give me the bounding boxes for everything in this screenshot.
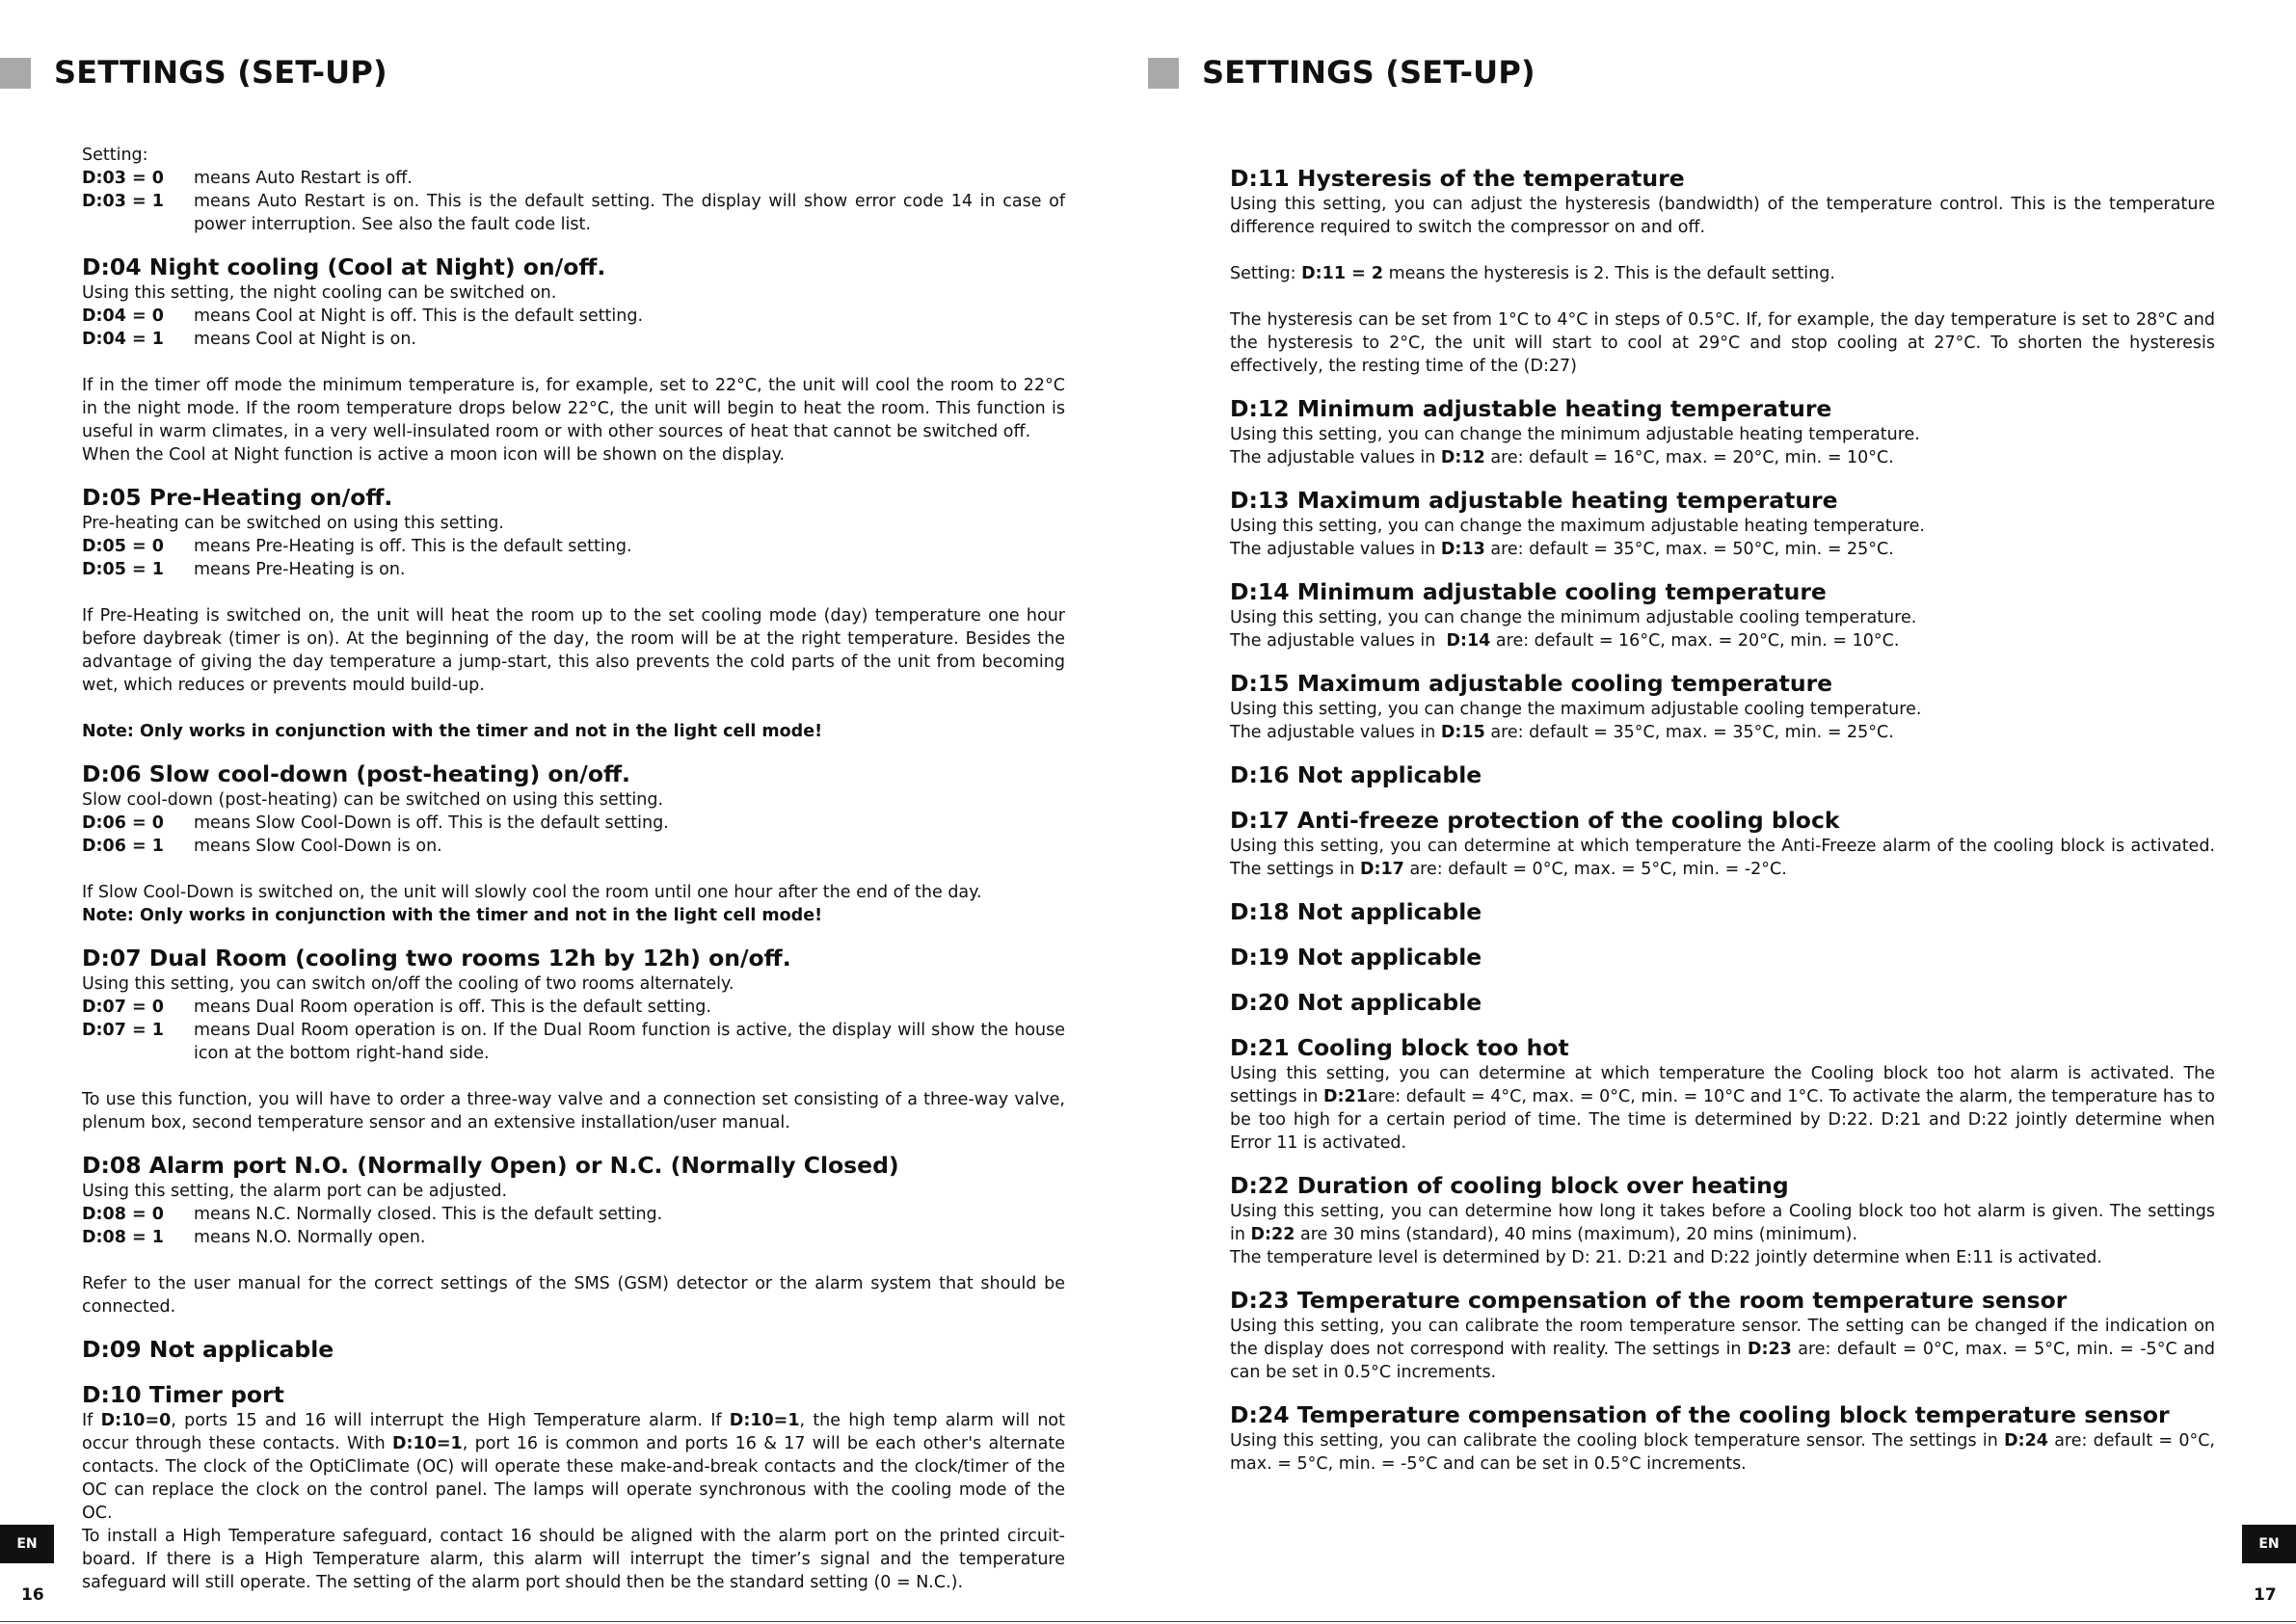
section-heading: D:18 Not applicable bbox=[1230, 898, 1482, 925]
note: Note: Only works in conjunction with the timer and not in the light cell mode! bbox=[82, 722, 823, 741]
section-d24 bbox=[1230, 1400, 2215, 1476]
section-d05 bbox=[82, 483, 1065, 743]
section-paragraph: Using this setting, you can determine how long it takes before a Cooling block too hot alarm is given. The settings in D:22 are 30 mins (standard), 40 mins (maximum), 20 mins (minimum). bbox=[1230, 1202, 2215, 1244]
section-paragraph: The adjustable values in D:15 are: default = 35°C, max. = 35°C, min. = 25°C. bbox=[1230, 723, 1894, 742]
page-number: 17 bbox=[2254, 1585, 2277, 1605]
bottom-rule bbox=[0, 1621, 2296, 1622]
section-d12 bbox=[1230, 394, 2215, 469]
section-heading: D:22 Duration of cooling block over heating bbox=[1230, 1172, 1789, 1199]
section-paragraph: The adjustable values in D:14 are: default = 16°C, max. = 20°C, min. = 10°C. bbox=[1230, 631, 1900, 651]
section-heading: D:07 Dual Room (cooling two rooms 12h by 12h) on/off. bbox=[82, 945, 791, 972]
section-d13 bbox=[1230, 486, 2215, 561]
setting-row: D:04 = 0 means Cool at Night is off. This is the default setting. bbox=[82, 306, 644, 326]
setting-row: D:03 = 1 means Auto Restart is on. This is the default setting. The display will show error code 14 in case of power interruption. See also the fault code list. bbox=[82, 192, 1065, 234]
section-heading: D:12 Minimum adjustable heating temperature bbox=[1230, 395, 1832, 422]
section-d04 bbox=[82, 253, 1065, 466]
section-paragraph: The adjustable values in D:12 are: default = 16°C, max. = 20°C, min. = 10°C. bbox=[1230, 448, 1894, 467]
section-paragraph: Using this setting, you can change the maximum adjustable heating temperature. bbox=[1230, 517, 1925, 536]
section-heading: D:06 Slow cool-down (post-heating) on/off. bbox=[82, 760, 630, 787]
section-d10 bbox=[82, 1380, 1065, 1594]
setting-row: D:03 = 0 means Auto Restart is off. bbox=[82, 169, 413, 188]
section-paragraph: Using this setting, you can change the maximum adjustable cooling temperature. bbox=[1230, 700, 1922, 719]
language-badge: EN bbox=[0, 1525, 54, 1563]
page-title: SETTINGS (SET-UP) bbox=[54, 54, 387, 91]
setting-row: D:06 = 0 means Slow Cool-Down is off. This is the default setting. bbox=[82, 813, 669, 833]
setting-row: D:05 = 0 means Pre-Heating is off. This is the default setting. bbox=[82, 537, 632, 556]
setting-row: D:06 = 1 means Slow Cool-Down is on. bbox=[82, 837, 442, 856]
section-heading: D:11 Hysteresis of the temperature bbox=[1230, 165, 1685, 192]
section-heading: D:05 Pre-Heating on/off. bbox=[82, 484, 393, 511]
section-paragraph: Using this setting, you can change the minimum adjustable cooling temperature. bbox=[1230, 608, 1917, 627]
section-paragraph: Using this setting, you can adjust the hysteresis (bandwidth) of the temperature control. This is the temperature difference required to switch the compressor on and off. bbox=[1230, 195, 2215, 237]
setting-row: D:08 = 1 means N.O. Normally open. bbox=[82, 1228, 426, 1247]
section-intro: Using this setting, the alarm port can be adjusted. bbox=[82, 1182, 508, 1201]
left-content bbox=[82, 144, 1065, 1594]
section-heading: D:19 Not applicable bbox=[1230, 944, 1482, 971]
section-d18 bbox=[1230, 897, 2215, 926]
section-d07 bbox=[82, 944, 1065, 1134]
section-paragraph: When the Cool at Night function is active a moon icon will be shown on the display. bbox=[82, 445, 786, 465]
setting-row: D:04 = 1 means Cool at Night is on. bbox=[82, 330, 416, 349]
section-d17 bbox=[1230, 806, 2215, 881]
language-badge: EN bbox=[2242, 1525, 2296, 1563]
section-heading: D:17 Anti-freeze protection of the cooling block bbox=[1230, 807, 1840, 834]
section-paragraph: To use this function, you will have to order a three-way valve and a connection set consisting of a three-way valve, plenum box, second temperature sensor and an extensive installation/user manual. bbox=[82, 1090, 1065, 1132]
section-d15 bbox=[1230, 669, 2215, 744]
section-intro: Using this setting, the night cooling can be switched on. bbox=[82, 283, 557, 303]
header-marker bbox=[1148, 58, 1179, 89]
right-content bbox=[1230, 164, 2215, 1476]
section-paragraph: Using this setting, you can determine at which temperature the Cooling block too hot alarm is activated. The settings in D:21are: default = 4°C, max. = 0°C, min. = 10°C and 1°C. To activate the alarm, the temperature has to be too high for a certain period of time. The time is determined by D:22. D:21 and D:22 jointly determine when Error 11 is activated. bbox=[1230, 1064, 2216, 1153]
section-heading: D:24 Temperature compensation of the cooling block temperature sensor bbox=[1230, 1401, 2170, 1428]
section-heading: D:08 Alarm port N.O. (Normally Open) or N.C. (Normally Closed) bbox=[82, 1152, 899, 1179]
section-intro: Pre-heating can be switched on using this setting. bbox=[82, 514, 504, 533]
section-paragraph: The adjustable values in D:13 are: default = 35°C, max. = 50°C, min. = 25°C. bbox=[1230, 540, 1894, 559]
section-intro: Slow cool-down (post-heating) can be switched on using this setting. bbox=[82, 790, 664, 810]
section-heading: D:14 Minimum adjustable cooling temperature bbox=[1230, 578, 1827, 605]
page-number: 16 bbox=[21, 1585, 44, 1605]
section-d19 bbox=[1230, 943, 2215, 972]
section-paragraph: Using this setting, you can determine at which temperature the Anti-Freeze alarm of the cooling block is activated. The settings in D:17 are: default = 0°C, max. = 5°C, min. = -2°C. bbox=[1230, 837, 2215, 879]
section-intro: Using this setting, you can switch on/off the cooling of two rooms alternately. bbox=[82, 974, 734, 994]
page-title: SETTINGS (SET-UP) bbox=[1202, 54, 1535, 91]
note: Note: Only works in conjunction with the timer and not in the light cell mode! bbox=[82, 906, 823, 925]
section-paragraph: If D:10=0, ports 15 and 16 will interrupt the High Temperature alarm. If D:10=1, the high temp alarm will not occur through these contacts. With D:10=1, port 16 is common and ports 16 & 17 will be each other's alternate contacts. The clock of the OptiClimate (OC) will operate these make-and-break contacts and the clock/timer of the OC can replace the clock on the control panel. The lamps will operate synchronous with the cooling mode of the OC. bbox=[82, 1411, 1066, 1523]
section-paragraph: If in the timer off mode the minimum temperature is, for example, set to 22°C, the unit will cool the room to 22°C in the night mode. If the room temperature drops below 22°C, the unit will begin to heat the room. This function is useful in warm climates, in a very well-insulated room or with other sources of heat that cannot be switched off. bbox=[82, 376, 1065, 441]
section-d22 bbox=[1230, 1171, 2215, 1269]
section-heading: D:23 Temperature compensation of the room temperature sensor bbox=[1230, 1287, 2068, 1314]
section-d21 bbox=[1230, 1033, 2215, 1155]
section-paragraph: If Pre-Heating is switched on, the unit will heat the room up to the set cooling mode (day) temperature one hour before daybreak (timer is on). At the beginning of the day, the room will be at the right temperature. Besides the advantage of giving the day temperature a jump-start, this also prevents the cold parts of the unit from becoming wet, which reduces or prevents mould build-up. bbox=[82, 606, 1065, 695]
section-paragraph: Using this setting, you can change the minimum adjustable heating temperature. bbox=[1230, 425, 1920, 444]
section-paragraph: The temperature level is determined by D: 21. D:21 and D:22 jointly determine when E:11 is activated. bbox=[1230, 1248, 2102, 1267]
section-d08 bbox=[82, 1151, 1065, 1318]
setting-label: Setting: bbox=[82, 146, 148, 165]
section-paragraph: The hysteresis can be set from 1°C to 4°C in steps of 0.5°C. If, for example, the day temperature is set to 28°C and the hysteresis to 2°C, the unit will start to cool at 29°C and stop cooling at 27°C. To shorten the hysteresis effectively, the resting time of the (D:27) bbox=[1230, 310, 2215, 376]
section-d03 bbox=[82, 144, 1065, 236]
section-paragraph: Refer to the user manual for the correct settings of the SMS (GSM) detector or the alarm system that should be connected. bbox=[82, 1274, 1065, 1317]
section-d20 bbox=[1230, 988, 2215, 1017]
section-d09 bbox=[82, 1335, 1065, 1364]
section-d06 bbox=[82, 759, 1065, 927]
section-d14 bbox=[1230, 577, 2215, 652]
section-d11 bbox=[1230, 164, 2215, 378]
section-paragraph: To install a High Temperature safeguard, contact 16 should be aligned with the alarm port on the printed circuit-board. If there is a High Temperature alarm, this alarm will interrupt the timer’s signal and the temperature safeguard will still operate. The setting of the alarm port should then be the standard setting (0 = N.C.). bbox=[82, 1527, 1065, 1592]
section-paragraph: If Slow Cool-Down is switched on, the unit will slowly cool the room until one hour after the end of the day. bbox=[82, 883, 982, 902]
header-marker bbox=[0, 58, 31, 89]
section-heading: D:20 Not applicable bbox=[1230, 989, 1482, 1016]
section-d16 bbox=[1230, 760, 2215, 789]
section-paragraph: Using this setting, you can calibrate the room temperature sensor. The setting can be changed if the indication on the display does not correspond with reality. The settings in D:23 are: default = 0°C, max. = 5°C, min. = -5°C and can be set in 0.5°C increments. bbox=[1230, 1317, 2215, 1382]
section-heading: D:21 Cooling block too hot bbox=[1230, 1034, 1569, 1061]
section-heading: D:15 Maximum adjustable cooling temperature bbox=[1230, 670, 1833, 697]
setting-row: D:07 = 0 means Dual Room operation is off. This is the default setting. bbox=[82, 998, 711, 1017]
section-heading: D:16 Not applicable bbox=[1230, 761, 1482, 788]
section-heading: D:13 Maximum adjustable heating temperature bbox=[1230, 487, 1838, 514]
setting-row: D:08 = 0 means N.C. Normally closed. This is the default setting. bbox=[82, 1205, 663, 1224]
section-heading: D:04 Night cooling (Cool at Night) on/off. bbox=[82, 253, 606, 280]
setting-row: D:07 = 1 means Dual Room operation is on. If the Dual Room function is active, the display will show the house icon at the bottom right-hand side. bbox=[82, 1021, 1065, 1063]
section-d23 bbox=[1230, 1286, 2215, 1384]
section-paragraph: Using this setting, you can calibrate the cooling block temperature sensor. The settings in D:24 are: default = 0°C, max. = 5°C, min. = -5°C and can be set in 0.5°C increments. bbox=[1230, 1431, 2215, 1474]
section-heading: D:09 Not applicable bbox=[82, 1336, 334, 1363]
setting-row: D:05 = 1 means Pre-Heating is on. bbox=[82, 560, 406, 579]
right-page bbox=[1148, 0, 2296, 1624]
section-heading: D:10 Timer port bbox=[82, 1381, 284, 1408]
section-paragraph: Setting: D:11 = 2 means the hysteresis is 2. This is the default setting. bbox=[1230, 264, 1835, 283]
